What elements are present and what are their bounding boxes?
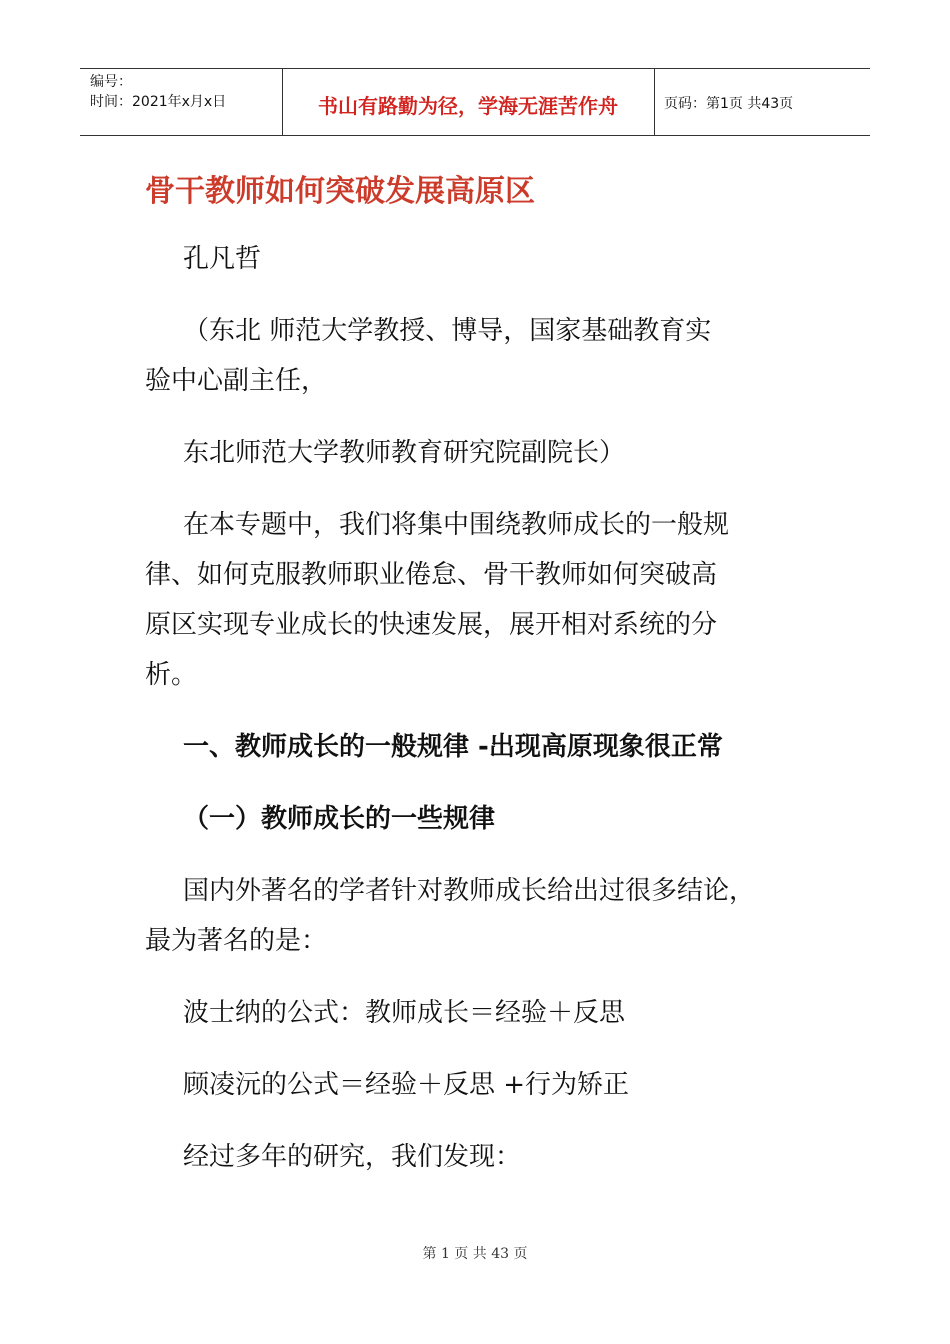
- header-time-label: 时间：2021年x月x日: [90, 94, 227, 110]
- section-heading-2: （一）教师成长的一些规律: [183, 804, 496, 834]
- formula-1: 波士纳的公式：教师成长＝经验＋反思: [183, 998, 626, 1028]
- author-name: 孔凡哲: [183, 244, 262, 274]
- affiliation-line-2: 验中心副主任，: [145, 366, 328, 396]
- section-heading-1: 一、教师成长的一般规律 -出现高原现象很正常: [183, 732, 723, 762]
- header-motto: 书山有路勤为径，学海无涯苦作舟: [318, 94, 618, 118]
- header-page-info: 页码：第1页 共43页: [664, 96, 794, 112]
- page-footer: 第 1 页 共 43 页: [422, 1246, 528, 1262]
- paragraph-1-line-2: 最为著名的是：: [145, 926, 328, 956]
- paragraph-1-line-1: 国内外著名的学者针对教师成长给出过很多结论，: [183, 876, 756, 906]
- header-bottom-border: [80, 135, 870, 136]
- intro-line-4: 析。: [145, 660, 198, 690]
- intro-line-1: 在本专题中，我们将集中围绕教师成长的一般规: [183, 510, 730, 540]
- document-title: 骨干教师如何突破发展高原区: [145, 174, 535, 209]
- affiliation-line-1: （东北 师范大学教授、博导，国家基础教育实: [183, 316, 712, 346]
- paragraph-2: 经过多年的研究，我们发现：: [183, 1142, 522, 1172]
- header-top-border: [80, 68, 870, 69]
- header-divider-right: [654, 68, 655, 135]
- intro-line-2: 律、如何克服教师职业倦怠、骨干教师如何突破高: [145, 560, 718, 590]
- formula-2: 顾凌沅的公式＝经验＋反思 +行为矫正: [183, 1070, 630, 1100]
- header-meta: [90, 72, 226, 112]
- intro-line-3: 原区实现专业成长的快速发展，展开相对系统的分: [145, 610, 718, 640]
- affiliation-line-3: 东北师范大学教师教育研究院副院长）: [183, 438, 626, 468]
- header-number-label: 编号：: [90, 74, 132, 90]
